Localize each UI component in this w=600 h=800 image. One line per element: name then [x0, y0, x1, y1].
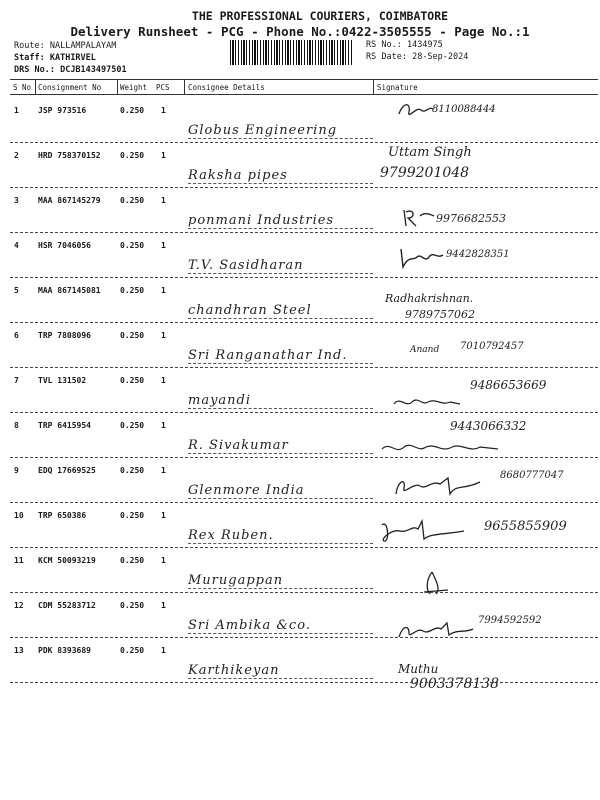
col-divider [373, 79, 374, 94]
row-consignment: HSR 7046056 [38, 241, 91, 250]
signature-scribble [400, 206, 436, 230]
row-consignee: Sri Ambika &co. [188, 618, 311, 633]
table-row [0, 278, 600, 323]
row-pcs: 1 [161, 241, 166, 250]
table-row [0, 368, 600, 413]
row-pcs: 1 [161, 106, 166, 115]
row-signature-phone: 7010792457 [460, 341, 524, 352]
row-sno: 5 [14, 286, 19, 295]
row-weight: 0.250 [120, 646, 145, 655]
row-consignee: R. Sivakumar [188, 438, 289, 453]
row-sno: 3 [14, 196, 19, 205]
row-sno: 7 [14, 376, 19, 385]
signature-scribble [392, 474, 482, 498]
row-consignee: Glenmore India [188, 483, 305, 498]
row-weight: 0.250 [120, 601, 145, 610]
row-signature-name: Uttam Singh [388, 145, 472, 160]
table-row [0, 413, 600, 458]
col-header-pcs: PCS [156, 83, 170, 92]
row-pcs: 1 [161, 511, 166, 520]
route-label: Route: [14, 41, 45, 51]
row-consignee: Globus Engineering [188, 123, 338, 138]
row-consignment: KCM 50093219 [38, 556, 96, 565]
row-signature-phone: 9486653669 [470, 378, 547, 392]
consignee-underline [188, 678, 373, 679]
row-sno: 12 [14, 601, 24, 610]
row-pcs: 1 [161, 286, 166, 295]
row-consignee: Rex Ruben. [188, 528, 274, 543]
signature-scribble [380, 439, 500, 457]
row-signature-phone: 8110088444 [432, 104, 496, 115]
row-signature-phone: 9655855909 [484, 519, 567, 534]
row-sno: 2 [14, 151, 19, 160]
row-consignment: MAA 867145081 [38, 286, 101, 295]
row-signature-name: Muthu [398, 662, 439, 676]
row-consignee: Murugappan [188, 573, 284, 588]
rs-date-label: RS Date: [366, 52, 407, 62]
consignee-underline [188, 318, 373, 319]
row-signature-phone: 9976682553 [436, 212, 506, 225]
consignee-underline [188, 183, 373, 184]
table-row [0, 548, 600, 593]
table-row [0, 98, 600, 143]
row-signature-phone: 9799201048 [380, 165, 470, 181]
row-sno: 9 [14, 466, 19, 475]
table-row [0, 233, 600, 278]
row-weight: 0.250 [120, 106, 145, 115]
row-weight: 0.250 [120, 421, 145, 430]
drs-label: DRS No.: [14, 65, 55, 75]
consignee-underline [188, 228, 373, 229]
company-title: THE PROFESSIONAL COURIERS, COIMBATORE [191, 9, 449, 23]
col-header-weight: Weight [120, 83, 148, 92]
row-consignment: EDQ 17669525 [38, 466, 96, 475]
row-signature-phone: 9789757062 [405, 308, 475, 321]
row-sno: 8 [14, 421, 19, 430]
row-consignment: MAA 867145279 [38, 196, 101, 205]
col-divider [117, 79, 118, 94]
row-consignment: CDM 55283712 [38, 601, 96, 610]
table-row [0, 593, 600, 638]
row-consignment: TRP 650386 [38, 511, 87, 520]
row-pcs: 1 [161, 601, 166, 610]
row-sno: 13 [14, 646, 24, 655]
row-weight: 0.250 [120, 466, 145, 475]
consignee-underline [188, 408, 373, 409]
signature-scribble [392, 394, 462, 412]
row-pcs: 1 [161, 421, 166, 430]
row-pcs: 1 [161, 646, 166, 655]
row-weight: 0.250 [120, 241, 145, 250]
consignee-underline [188, 498, 373, 499]
row-signature-phone: 7994592592 [478, 615, 542, 626]
row-consignee: Sri Ranganathar Ind. [188, 348, 348, 363]
row-weight: 0.250 [120, 151, 145, 160]
row-signature-name: Anand [410, 345, 440, 355]
row-weight: 0.250 [120, 556, 145, 565]
rs-date-value: 28-Sep-2024 [412, 52, 469, 62]
consignee-underline [188, 543, 373, 544]
staff-field [14, 53, 96, 63]
row-weight: 0.250 [120, 511, 145, 520]
row-divider [10, 682, 598, 683]
row-pcs: 1 [161, 331, 166, 340]
row-sno: 1 [14, 106, 19, 115]
row-consignee: T.V. Sasidharan [188, 258, 304, 273]
table-row [0, 458, 600, 503]
row-consignment: TRP 7808096 [38, 331, 91, 340]
row-sno: 6 [14, 331, 19, 340]
rs-date-field [366, 52, 468, 62]
row-pcs: 1 [161, 466, 166, 475]
row-consignment: JSP 973516 [38, 106, 87, 115]
row-signature-phone: 9003378138 [410, 676, 500, 692]
row-consignment: TVL 131502 [38, 376, 87, 385]
row-weight: 0.250 [120, 376, 145, 385]
rs-no-field [366, 40, 443, 50]
col-header-consignee: Consignee Details [188, 83, 265, 92]
signature-scribble [378, 517, 468, 547]
col-header-sno: S No [13, 83, 32, 92]
row-consignee: Raksha pipes [188, 168, 288, 183]
row-consignment: PDK 8393689 [38, 646, 91, 655]
drs-value: DCJB143497501 [60, 65, 127, 75]
col-divider [184, 79, 185, 94]
table-row [0, 143, 600, 188]
runsheet-subtitle: Delivery Runsheet - PCG - Phone No.:0422-3505555 - Page No.:1 [70, 24, 530, 39]
table-row [0, 638, 600, 692]
table-row [0, 188, 600, 233]
col-header-signature: Signature [377, 83, 418, 92]
row-weight: 0.250 [120, 331, 145, 340]
row-signature-phone: 9442828351 [446, 249, 510, 260]
row-pcs: 1 [161, 151, 166, 160]
row-sno: 10 [14, 511, 24, 520]
rs-no-label: RS No.: [366, 40, 402, 50]
row-pcs: 1 [161, 196, 166, 205]
col-header-consignment: Consignment No [38, 83, 102, 92]
consignee-underline [188, 588, 373, 589]
row-signature-phone: 8680777047 [500, 470, 564, 481]
row-sno: 11 [14, 556, 24, 565]
consignee-underline [188, 633, 373, 634]
row-weight: 0.250 [120, 286, 145, 295]
row-consignment: TRP 6415954 [38, 421, 91, 430]
col-divider [35, 79, 36, 94]
staff-value: KATHIRVEL [49, 53, 96, 63]
row-signature-phone: 9443066332 [450, 419, 527, 433]
consignee-underline [188, 138, 373, 139]
row-consignee: ponmani Industries [188, 213, 335, 228]
row-consignee: chandhran Steel [188, 303, 312, 318]
signature-scribble [395, 100, 435, 122]
row-consignee: Karthikeyan [188, 663, 280, 678]
table-row [0, 323, 600, 368]
row-signature-name: Radhakrishnan. [385, 292, 474, 305]
row-weight: 0.250 [120, 196, 145, 205]
row-pcs: 1 [161, 556, 166, 565]
consignee-underline [188, 453, 373, 454]
route-field [14, 41, 116, 51]
consignee-underline [188, 363, 373, 364]
table-row [0, 503, 600, 548]
rs-no-value: 1434975 [406, 40, 443, 50]
table-top-rule [10, 79, 598, 80]
row-sno: 4 [14, 241, 19, 250]
route-value: NALLAMPALAYAM [49, 41, 117, 51]
signature-scribble [395, 245, 445, 271]
row-consignee: mayandi [188, 393, 252, 408]
drs-field [14, 65, 127, 75]
row-consignment: HRD 758370152 [38, 151, 101, 160]
barcode-image [230, 40, 352, 65]
consignee-underline [188, 273, 373, 274]
row-pcs: 1 [161, 376, 166, 385]
staff-label: Staff: [14, 53, 45, 63]
table-header-rule [10, 94, 598, 95]
